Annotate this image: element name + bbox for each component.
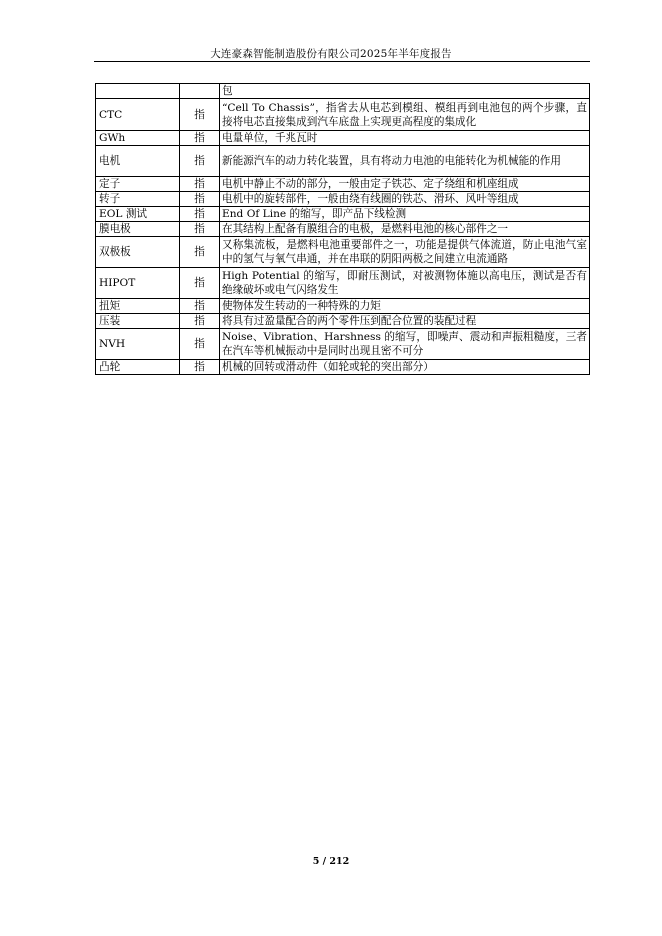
glossary-definition: 新能源汽车的动力转化装置，具有将动力电池的电能转化为机械能的作用 — [220, 146, 590, 177]
table-row — [96, 268, 590, 299]
glossary-definition: End Of Line 的缩写，即产品下线检测 — [220, 207, 590, 222]
glossary-definition: 使物体发生转动的一种特殊的力矩 — [220, 299, 590, 314]
glossary-term: NVH — [96, 329, 180, 360]
glossary-definition: 电量单位，千兆瓦时 — [220, 131, 590, 146]
glossary-mark: 指 — [180, 222, 220, 237]
glossary-definition: Noise、Vibration、Harshness 的缩写，即噪声、震动和声振粗糙度，三者在汽车等机械振动中是同时出现且密不可分 — [220, 329, 590, 360]
table-row — [96, 237, 590, 268]
glossary-mark: 指 — [180, 177, 220, 192]
glossary-mark: 指 — [180, 237, 220, 268]
glossary-term — [96, 84, 180, 99]
glossary-term: GWh — [96, 131, 180, 146]
glossary-mark: 指 — [180, 314, 220, 329]
table-row — [96, 329, 590, 360]
glossary-mark: 指 — [180, 131, 220, 146]
glossary-mark: 指 — [180, 299, 220, 314]
glossary-term: CTC — [96, 99, 180, 131]
glossary-definition: “Cell To Chassis”，指省去从电芯到模组、模组再到电池包的两个步骤，直接将电芯直接集成到汽车底盘上实现更高程度的集成化 — [220, 99, 590, 131]
glossary-term: 凸轮 — [96, 360, 180, 375]
glossary-definition: 电机中的旋转部件，一般由绕有线圈的铁芯、滑环、风叶等组成 — [220, 192, 590, 207]
table-row — [96, 146, 590, 177]
glossary-mark: 指 — [180, 192, 220, 207]
glossary-definition: 包 — [220, 84, 590, 99]
table-row — [96, 314, 590, 329]
glossary-table — [95, 83, 590, 375]
glossary-term: 扭矩 — [96, 299, 180, 314]
glossary-term: 电机 — [96, 146, 180, 177]
glossary-term: EOL 测试 — [96, 207, 180, 222]
table-row — [96, 222, 590, 237]
table-row — [96, 99, 590, 131]
table-row — [96, 207, 590, 222]
table-row — [96, 177, 590, 192]
glossary-definition: 在其结构上配备有膜组合的电极，是燃料电池的核心部件之一 — [220, 222, 590, 237]
glossary-definition: 将具有过盈量配合的两个零件压到配合位置的装配过程 — [220, 314, 590, 329]
header-divider — [94, 61, 590, 62]
table-row — [96, 360, 590, 375]
glossary-mark: 指 — [180, 360, 220, 375]
glossary-definition: High Potential 的缩写，即耐压测试，对被测物体施以高电压，测试是否有绝缘破坏或电气闪络发生 — [220, 268, 590, 299]
glossary-term: 双极板 — [96, 237, 180, 268]
glossary-definition: 机械的回转或滑动件（如轮或轮的突出部分） — [220, 360, 590, 375]
table-row — [96, 131, 590, 146]
glossary-term: 膜电极 — [96, 222, 180, 237]
table-row — [96, 192, 590, 207]
glossary-mark: 指 — [180, 268, 220, 299]
glossary-term: 压装 — [96, 314, 180, 329]
glossary-definition: 又称集流板，是燃料电池重要部件之一，功能是提供气体流道，防止电池气室中的氢气与氧气串通，并在串联的阴阳两极之间建立电流通路 — [220, 237, 590, 268]
page-number: 5 / 212 — [312, 856, 350, 867]
glossary-term: 转子 — [96, 192, 180, 207]
glossary-term: HIPOT — [96, 268, 180, 299]
glossary-mark — [180, 84, 220, 99]
glossary-mark: 指 — [180, 207, 220, 222]
glossary-mark: 指 — [180, 99, 220, 131]
glossary-mark: 指 — [180, 329, 220, 360]
glossary-definition: 电机中静止不动的部分，一般由定子铁芯、定子绕组和机座组成 — [220, 177, 590, 192]
glossary-mark: 指 — [180, 146, 220, 177]
glossary-term: 定子 — [96, 177, 180, 192]
report-header-title: 大连豪森智能制造股份有限公司2025年半年度报告 — [210, 48, 452, 60]
table-row — [96, 299, 590, 314]
table-row — [96, 84, 590, 99]
